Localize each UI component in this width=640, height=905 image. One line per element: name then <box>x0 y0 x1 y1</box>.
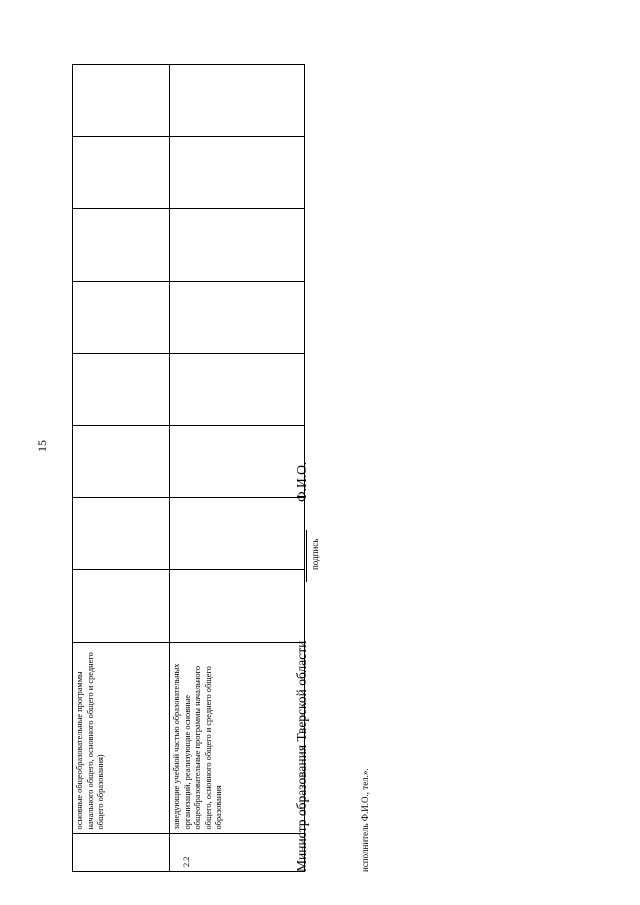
empty-cell <box>170 209 305 281</box>
empty-cell <box>73 65 170 137</box>
row-description: основные общеобразовательные программы начального общего, основного общего и среднего общего образования) <box>73 642 170 834</box>
empty-cell <box>170 353 305 425</box>
empty-cell <box>73 425 170 497</box>
rotated-content <box>72 64 492 872</box>
data-table <box>72 64 305 872</box>
empty-cell <box>170 65 305 137</box>
empty-cell <box>73 137 170 209</box>
row-number <box>73 834 170 872</box>
empty-cell <box>170 281 305 353</box>
empty-cell <box>170 570 305 642</box>
empty-cell <box>73 498 170 570</box>
empty-cell <box>73 281 170 353</box>
empty-cell <box>73 353 170 425</box>
signature-line <box>306 530 307 582</box>
row-description: заведующие учебной частью образовательных организаций, реализующие основные общеобразовательные программы начального общего, основного общего и среднего общего образования <box>170 642 305 834</box>
table-row <box>170 65 305 872</box>
table-row <box>73 65 170 872</box>
executor-note: исполнитель Ф.И.О., тел.». <box>360 768 370 872</box>
empty-cell <box>170 425 305 497</box>
signature-name: Ф.И.О. <box>294 461 309 502</box>
row-number: 2.2 <box>170 834 305 872</box>
page-number: 15 <box>35 440 49 452</box>
empty-cell <box>73 209 170 281</box>
empty-cell <box>170 498 305 570</box>
empty-cell <box>170 137 305 209</box>
signature-caption: подпись <box>310 538 320 570</box>
empty-cell <box>73 570 170 642</box>
minister-title: Министр образования Тверской области <box>294 640 309 872</box>
signature-block <box>294 64 334 872</box>
